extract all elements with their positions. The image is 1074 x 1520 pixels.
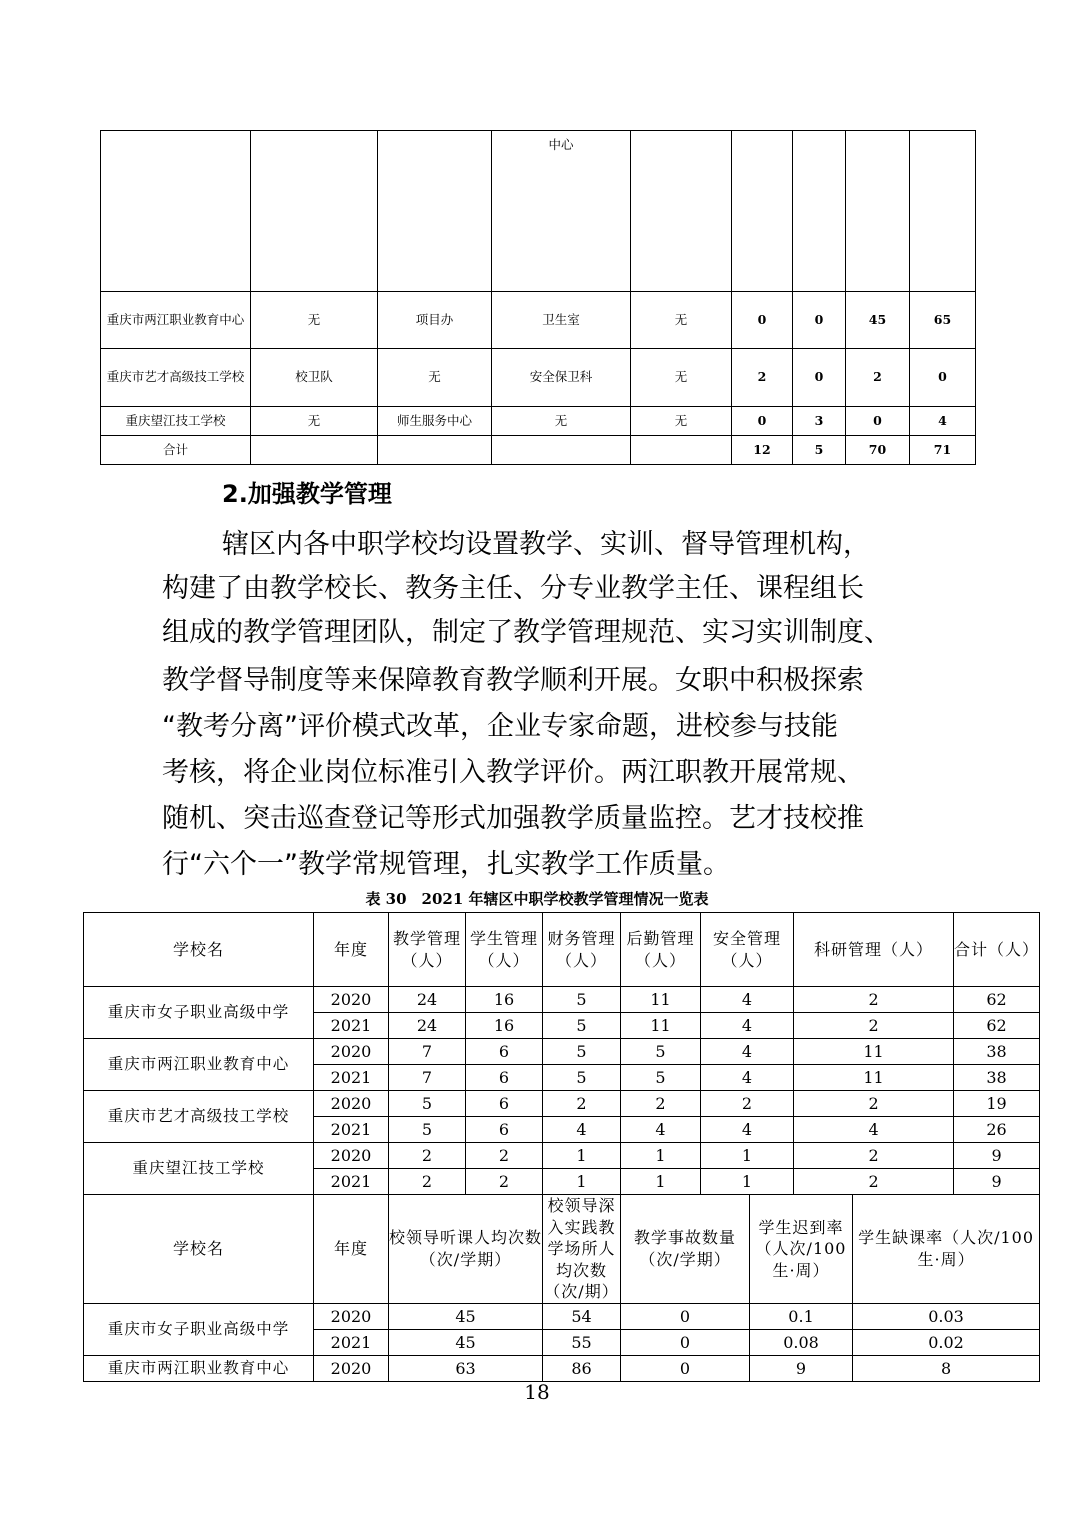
table-cell: 11 [794, 1039, 954, 1065]
header-teaching-mgmt: 教学管理（人） [389, 913, 466, 987]
header-leader-lecture-visits: 校领导听课人均次数（次/学期） [389, 1195, 543, 1304]
table-cell: 2 [794, 1013, 954, 1039]
table-cell: 5 [793, 436, 846, 465]
table-cell [793, 131, 846, 292]
table-cell: 0 [621, 1329, 750, 1355]
teaching-management-table [83, 912, 1040, 1382]
table-cell: 1 [543, 1143, 621, 1169]
paragraph-line: 组成的教学管理团队，制定了教学管理规范、实习实训制度、 [162, 617, 891, 648]
header-year: 年度 [314, 913, 389, 987]
table-cell: 86 [543, 1355, 621, 1381]
table-cell: 2 [701, 1091, 794, 1117]
paragraph-line: 随机、突击巡查登记等形式加强教学质量监控。艺才技校推 [162, 803, 864, 834]
header-school: 学校名 [84, 913, 314, 987]
table-cell: 26 [954, 1117, 1040, 1143]
table-cell: 卫生室 [492, 292, 631, 349]
school-name-cell: 重庆市艺才高级技工学校 [84, 1091, 314, 1143]
table-cell: 4 [701, 1065, 794, 1091]
table-cell [910, 131, 976, 292]
year-cell: 2020 [314, 1091, 389, 1117]
table-cell: 5 [389, 1091, 466, 1117]
table-cell: 无 [492, 407, 631, 436]
year-cell: 2020 [314, 1039, 389, 1065]
school-name-cell: 重庆市女子职业高级中学 [84, 1303, 314, 1355]
table-cell: 安全保卫科 [492, 349, 631, 407]
table-cell: 6 [466, 1091, 543, 1117]
table-row [84, 987, 1040, 1013]
year-cell: 2020 [314, 987, 389, 1013]
table-cell: 55 [543, 1329, 621, 1355]
header-finance-mgmt: 财务管理（人） [543, 913, 621, 987]
header-year: 年度 [314, 1195, 389, 1304]
table-cell: 24 [389, 987, 466, 1013]
table-cell: 62 [954, 1013, 1040, 1039]
table-cell: 项目办 [378, 292, 492, 349]
table-cell: 中心 [492, 131, 631, 292]
header-leader-practice-visits: 校领导深入实践教学场所人均次数（次/期） [543, 1195, 621, 1304]
table-cell: 11 [621, 987, 701, 1013]
table-cell: 9 [750, 1355, 853, 1381]
table-cell: 5 [543, 1039, 621, 1065]
header-school: 学校名 [84, 1195, 314, 1304]
table-row [84, 1355, 1040, 1381]
table-cell: 1 [701, 1169, 794, 1195]
header-research-mgmt: 科研管理（人） [794, 913, 954, 987]
table-row [84, 1303, 1040, 1329]
table-cell: 19 [954, 1091, 1040, 1117]
table-cell: 4 [543, 1117, 621, 1143]
table-cell: 16 [466, 987, 543, 1013]
table-header-row [84, 913, 1040, 987]
year-cell: 2020 [314, 1303, 389, 1329]
header-logistics-mgmt: 后勤管理（人） [621, 913, 701, 987]
school-name-cell: 重庆望江技工学校 [84, 1143, 314, 1195]
table-cell: 24 [389, 1013, 466, 1039]
school-name-cell: 重庆市艺才高级技工学校 [101, 349, 251, 407]
year-cell: 2021 [314, 1329, 389, 1355]
table-cell: 12 [732, 436, 793, 465]
table-cell [631, 131, 732, 292]
table-cell: 0 [793, 292, 846, 349]
table-cell [251, 131, 378, 292]
table-cell: 9 [954, 1169, 1040, 1195]
table-cell: 2 [732, 349, 793, 407]
table-cell: 63 [389, 1355, 543, 1381]
paragraph-line: 辖区内各中职学校均设置教学、实训、督导管理机构， [222, 529, 870, 560]
table-cell: 4 [621, 1117, 701, 1143]
table-cell: 45 [846, 292, 910, 349]
table-cell: 0.08 [750, 1329, 853, 1355]
table-cell: 2 [389, 1143, 466, 1169]
table-cell: 2 [846, 349, 910, 407]
table-cell: 2 [794, 1091, 954, 1117]
section-heading: 2.加强教学管理 [222, 480, 392, 508]
table-row [84, 1039, 1040, 1065]
table-cell [492, 436, 631, 465]
table-cell: 4 [701, 1117, 794, 1143]
table-cell: 62 [954, 987, 1040, 1013]
table-cell: 4 [701, 987, 794, 1013]
page-number: 18 [524, 1380, 550, 1404]
paragraph-line: 构建了由教学校长、教务主任、分专业教学主任、课程组长 [162, 573, 864, 604]
table-cell: 0.02 [853, 1329, 1040, 1355]
year-cell: 2021 [314, 1117, 389, 1143]
table-cell: 7 [389, 1065, 466, 1091]
table-cell: 1 [543, 1169, 621, 1195]
paragraph-line: 行“六个一”教学常规管理，扎实教学工作质量。 [162, 849, 730, 880]
table-cell: 无 [251, 407, 378, 436]
table-cell [631, 436, 732, 465]
year-cell: 2020 [314, 1143, 389, 1169]
table-row [84, 1143, 1040, 1169]
table-cell [846, 131, 910, 292]
paragraph-line: 考核，将企业岗位标准引入教学评价。两江职教开展常规、 [162, 757, 864, 788]
table-cell: 70 [846, 436, 910, 465]
table-row [101, 436, 976, 465]
school-name-cell: 重庆市女子职业高级中学 [84, 987, 314, 1039]
table-cell: 1 [621, 1143, 701, 1169]
table-cell: 5 [621, 1039, 701, 1065]
table-cell: 0 [846, 407, 910, 436]
table-cell: 0 [732, 407, 793, 436]
table-cell: 45 [389, 1329, 543, 1355]
table-cell: 38 [954, 1039, 1040, 1065]
table-cell: 2 [466, 1169, 543, 1195]
table-cell: 38 [954, 1065, 1040, 1091]
year-cell: 2020 [314, 1355, 389, 1381]
table-cell: 无 [631, 349, 732, 407]
table-cell: 71 [910, 436, 976, 465]
table-cell: 4 [701, 1013, 794, 1039]
table-cell: 2 [794, 1143, 954, 1169]
table-cell: 0.1 [750, 1303, 853, 1329]
table-cell: 3 [793, 407, 846, 436]
table-cell: 0 [732, 292, 793, 349]
table-cell: 无 [631, 292, 732, 349]
table-cell: 0 [910, 349, 976, 407]
table-cell: 2 [621, 1091, 701, 1117]
school-name-cell: 重庆望江技工学校 [101, 407, 251, 436]
top-table [100, 130, 976, 465]
table-cell: 1 [621, 1169, 701, 1195]
table-cell [378, 131, 492, 292]
table-cell: 无 [378, 349, 492, 407]
table-row [101, 407, 976, 436]
table-cell: 6 [466, 1065, 543, 1091]
table-cell: 5 [389, 1117, 466, 1143]
table-cell: 65 [910, 292, 976, 349]
table-row [84, 1091, 1040, 1117]
header-teaching-accidents: 教学事故数量（次/学期） [621, 1195, 750, 1304]
table-cell: 54 [543, 1303, 621, 1329]
table-cell: 0.03 [853, 1303, 1040, 1329]
school-name-cell: 重庆市两江职业教育中心 [84, 1355, 314, 1381]
table-cell: 9 [954, 1143, 1040, 1169]
table-cell: 0 [793, 349, 846, 407]
table-cell: 0 [621, 1303, 750, 1329]
table-cell: 5 [621, 1065, 701, 1091]
year-cell: 2021 [314, 1013, 389, 1039]
school-name-cell: 重庆市两江职业教育中心 [84, 1039, 314, 1091]
table-cell: 校卫队 [251, 349, 378, 407]
year-cell: 2021 [314, 1169, 389, 1195]
table-cell: 师生服务中心 [378, 407, 492, 436]
table-cell: 2 [466, 1143, 543, 1169]
table-cell: 6 [466, 1039, 543, 1065]
header-lateness-rate: 学生迟到率（人次/100生·周） [750, 1195, 853, 1304]
table-cell: 2 [389, 1169, 466, 1195]
table-cell: 6 [466, 1117, 543, 1143]
school-name-cell: 重庆市两江职业教育中心 [101, 292, 251, 349]
table-cell: 0 [621, 1355, 750, 1381]
table-cell: 11 [621, 1013, 701, 1039]
table-cell: 4 [701, 1039, 794, 1065]
table-cell: 16 [466, 1013, 543, 1039]
table-cell: 45 [389, 1303, 543, 1329]
table-cell [101, 131, 251, 292]
table-cell: 2 [543, 1091, 621, 1117]
table-cell: 4 [794, 1117, 954, 1143]
table-cell: 7 [389, 1039, 466, 1065]
table-cell: 8 [853, 1355, 1040, 1381]
table-cell: 11 [794, 1065, 954, 1091]
table-cell [732, 131, 793, 292]
header-safety-mgmt: 安全管理（人） [701, 913, 794, 987]
table-caption: 表 30 2021 年辖区中职学校教学管理情况一览表 [365, 890, 709, 908]
table-row [101, 131, 976, 292]
paragraph-line: 教学督导制度等来保障教育教学顺利开展。女职中积极探索 [162, 665, 864, 696]
table-row [101, 292, 976, 349]
header-student-mgmt: 学生管理（人） [466, 913, 543, 987]
table-cell: 5 [543, 1013, 621, 1039]
table-cell: 无 [631, 407, 732, 436]
table-cell: 1 [701, 1143, 794, 1169]
table-cell: 2 [794, 1169, 954, 1195]
header-absence-rate: 学生缺课率（人次/100生·周） [853, 1195, 1040, 1304]
table-cell [251, 436, 378, 465]
table-cell [378, 436, 492, 465]
table-cell: 2 [794, 987, 954, 1013]
table-cell: 无 [251, 292, 378, 349]
table-cell: 5 [543, 987, 621, 1013]
table-header-row [84, 1195, 1040, 1304]
table-row [101, 349, 976, 407]
year-cell: 2021 [314, 1065, 389, 1091]
table-cell: 4 [910, 407, 976, 436]
total-label-cell: 合计 [101, 436, 251, 465]
header-total: 合计（人） [954, 913, 1040, 987]
paragraph-line: “教考分离”评价模式改革，企业专家命题，进校参与技能 [162, 711, 838, 742]
table-cell: 5 [543, 1065, 621, 1091]
